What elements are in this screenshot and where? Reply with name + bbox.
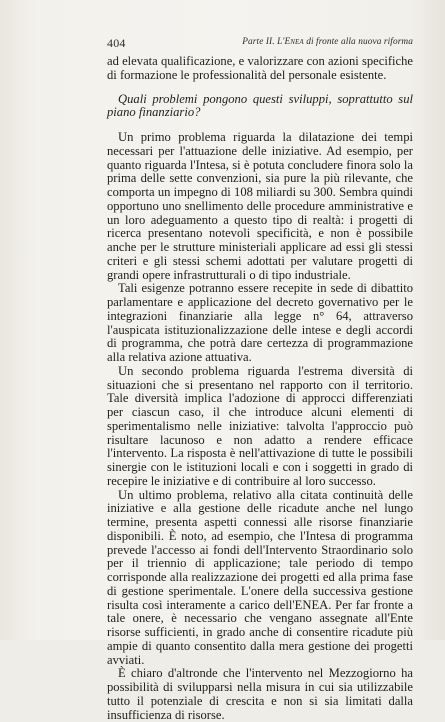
paragraph-second-problem: Un secondo problema riguarda l'estrema diversità di situazioni che si presentano nel rapporto con il territorio. Tale diversità implica l'adozione di approcci differenziati per ciascun caso, il che introduce alcuni elementi di sperimentalismo nelle iniziative: talvolta l'approccio può risultare lacunoso e non adatto a rendere efficace l'intervento. La risposta è nell'attivazione di tutte le possibili sinergie con le istituzioni locali e con i soggetti in grado di recepire le iniziative e di contribuire al loro successo. (107, 363, 413, 488)
page-header (107, 36, 413, 52)
paragraph-intro: ad elevata qualificazione, e valorizzare con azioni specifiche di formazione le professionalità del personale esistente. (107, 54, 413, 82)
section-question: Quali problemi pongono questi sviluppi, soprattutto sul piano finanziario? (107, 91, 413, 120)
paragraph-conclusion: È chiaro d'altronde che l'intervento nel Mezzogiorno ha possibilità di svilupparsi nella misura in cui sia utilizzabile tutto il potenziale di crescita e non si sia limitati dalla insufficienza di risorse. (107, 666, 413, 722)
main-text (107, 54, 413, 722)
running-head-enea: Enea (284, 37, 304, 47)
paragraph-parliamentary-debate: Tali esigenze potranno essere recepite in sede di dibattito parlamentare e applicazione del decreto governativo per le integrazioni finanziarie alla legge n° 64, attraverso l'auspicata istituzionalizzazione delle intese e degli accordi di programma, che potrà dare certezza di programmazione alla relativa azione attuativa. (107, 281, 413, 364)
paragraph-last-problem: Un ultimo problema, relativo alla citata continuità delle iniziative e alla gestione delle ricadute anche nel lungo termine, presenta aspetti connessi alle risorse finanziarie disponibili. È noto, ad esempio, che l'Intesa di programma prevede l'accesso ai fondi dell'Intervento Straordinario solo per il triennio di applicazione; tale periodo di tempo corrisponde alla realizzazione dei progetti ed alla prima fase di gestione sperimentale. L'onere della successiva gestione risulta così interamente a carico dell'ENEA. Per far fronte a tale onere, è necessario che vengano assegnate all'Ente risorse sufficienti, in grado anche di consentire ricadute più ampie di quanto consentito dalla mera gestione dei progetti avviati. (107, 487, 413, 667)
running-head-suffix: di fronte alla nuova riforma (303, 37, 413, 47)
running-head (242, 37, 413, 47)
paragraph-first-problem: Un primo problema riguarda la dilatazione dei tempi necessari per l'attuazione delle iniziative. Ad esempio, per quanto riguarda l'Intesa, si è potuta concludere finora solo la prima delle sette convenzioni, sia pure la più rilevante, che comporta un impegno di 108 miliardi su 300. Sembra quindi opportuno uno snellimento delle procedure amministrative e un loro adeguamento a questo tipo di realtà: i progetti di ricerca presentano notevoli specificità, e non è possibile anche per le strutture ministeriali applicare ad essi gli stessi criteri e gli stessi schemi adottati per valutare progetti di grandi opere infrastrutturali o di tipo industriale. (107, 130, 413, 282)
running-head-prefix: Parte II. L' (242, 37, 285, 47)
page-number: 404 (107, 36, 126, 50)
